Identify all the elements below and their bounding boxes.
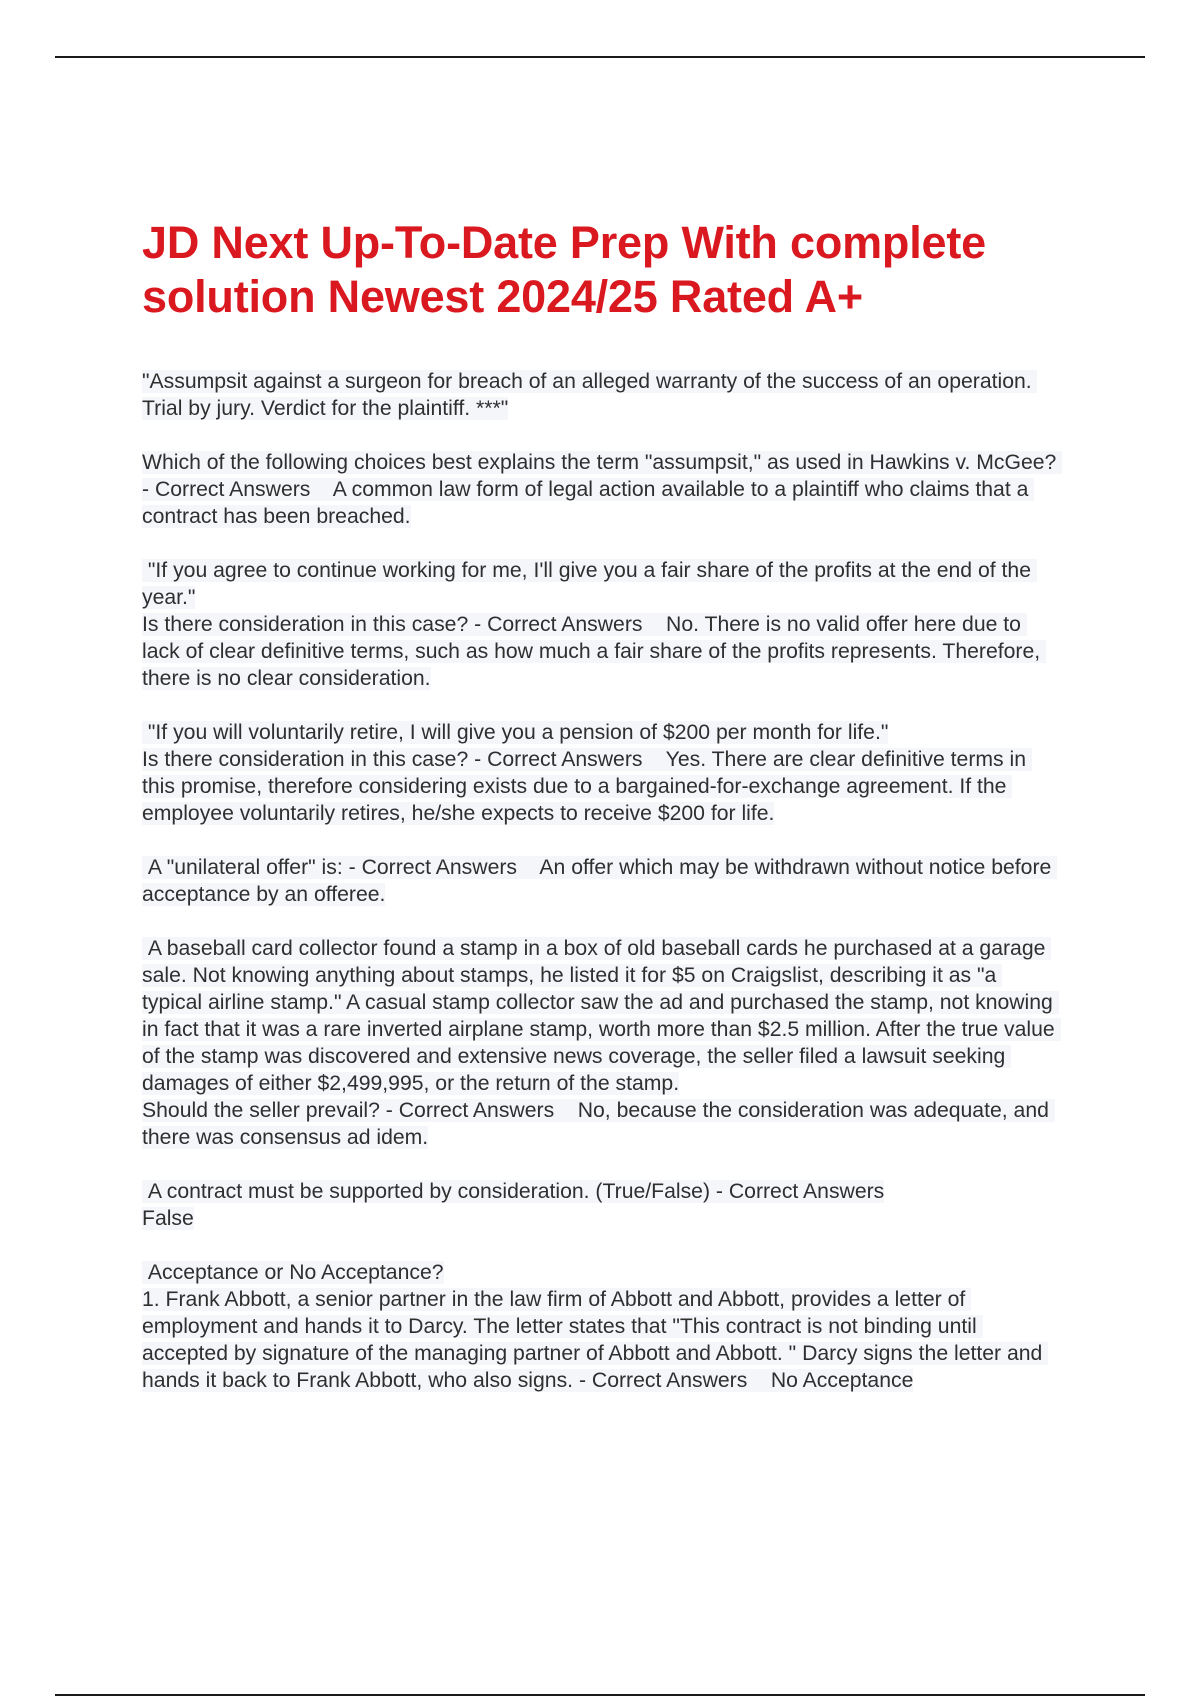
qa-item [142,368,1062,422]
bottom-rule [55,1694,1145,1696]
question-text: Is there consideration in this case? - [142,613,488,636]
answer-text: No Acceptance [770,1369,914,1392]
qa-item [142,1178,1062,1232]
answer-label: Correct Answers [591,1369,748,1392]
qa-item [142,935,1062,1151]
answer-text: A common law form of legal action available to a plaintiff who claims that a contract has been breached. [142,478,1035,528]
qa-item [142,449,1062,530]
answer-text: No. There is no valid offer here due to lack of clear definitive terms, such as how much a fair share of the profits represents. Therefore, there is no clear consideration. [142,613,1047,690]
answer-label: Correct Answers [487,613,643,636]
qa-item [142,1259,1062,1394]
answer-label: Correct Answers [728,1180,885,1203]
answer-text: False [142,1207,194,1230]
question-text: Which of the following choices best explains the term "assumpsit," as used in Hawkins v. McGee? - [142,451,1063,501]
prompt-text: Acceptance or No Acceptance? [142,1261,444,1284]
top-rule [55,56,1145,58]
qa-item [142,557,1062,692]
qa-item [142,719,1062,827]
question-text: A contract must be supported by consideration. (True/False) - [142,1180,729,1203]
question-text: Should the seller prevail? - [142,1099,399,1122]
answer-label: Correct Answers [361,856,517,879]
prompt-text: "If you agree to continue working for me, I'll give you a fair share of the profits at the end of the year." [142,559,1037,609]
answer-text: Yes. There are clear definitive terms in this promise, therefore considering exists due to a bargained-for-exchange agreement. If the employee voluntarily retires, he/she expects to receive $200 for life. [142,748,1032,825]
question-text: 1. Frank Abbott, a senior partner in the law firm of Abbott and Abbott, provides a letter of employment and hands it to Darcy. The letter states that "This contract is not binding until accepted by signature of the managing partner of Abbott and Abbott. " Darcy signs the letter and hands it back to Frank Abbott, who also signs. - [142,1288,1049,1392]
answer-text: An offer which may be withdrawn without notice before acceptance by an offeree. [142,856,1058,906]
document-body [142,368,1062,1421]
document-title: JD Next Up-To-Date Prep With complete solution Newest 2024/25 Rated A+ [142,217,986,322]
qa-item [142,854,1062,908]
answer-label: Correct Answers [487,748,643,771]
prompt-text: A baseball card collector found a stamp in a box of old baseball cards he purchased at a garage sale. Not knowing anything about stamps, he listed it for $5 on Craigslist, describing it as "a typical airline stamp." A casual stamp collector saw the ad and purchased the stamp, not knowing in fact that it was a rare inverted airplane stamp, worth more than $2.5 million. After the true value of the stamp was discovered and extensive news coverage, the seller filed a lawsuit seeking damages of either $2,499,995, or the return of the stamp. [142,937,1061,1095]
question-text: Is there consideration in this case? - [142,748,488,771]
answer-label: Correct Answers [398,1099,555,1122]
answer-text: No, because the consideration was adequate, and there was consensus ad idem. [142,1099,1055,1149]
prompt-text: "If you will voluntarily retire, I will give you a pension of $200 per month for life." [142,721,889,744]
answer-label: Correct Answers [154,478,311,501]
question-text: A "unilateral offer" is: - [142,856,362,879]
item-text: "Assumpsit against a surgeon for breach of an alleged warranty of the success of an operation. Trial by jury. Verdict for the plaintiff. ***" [142,370,1038,420]
